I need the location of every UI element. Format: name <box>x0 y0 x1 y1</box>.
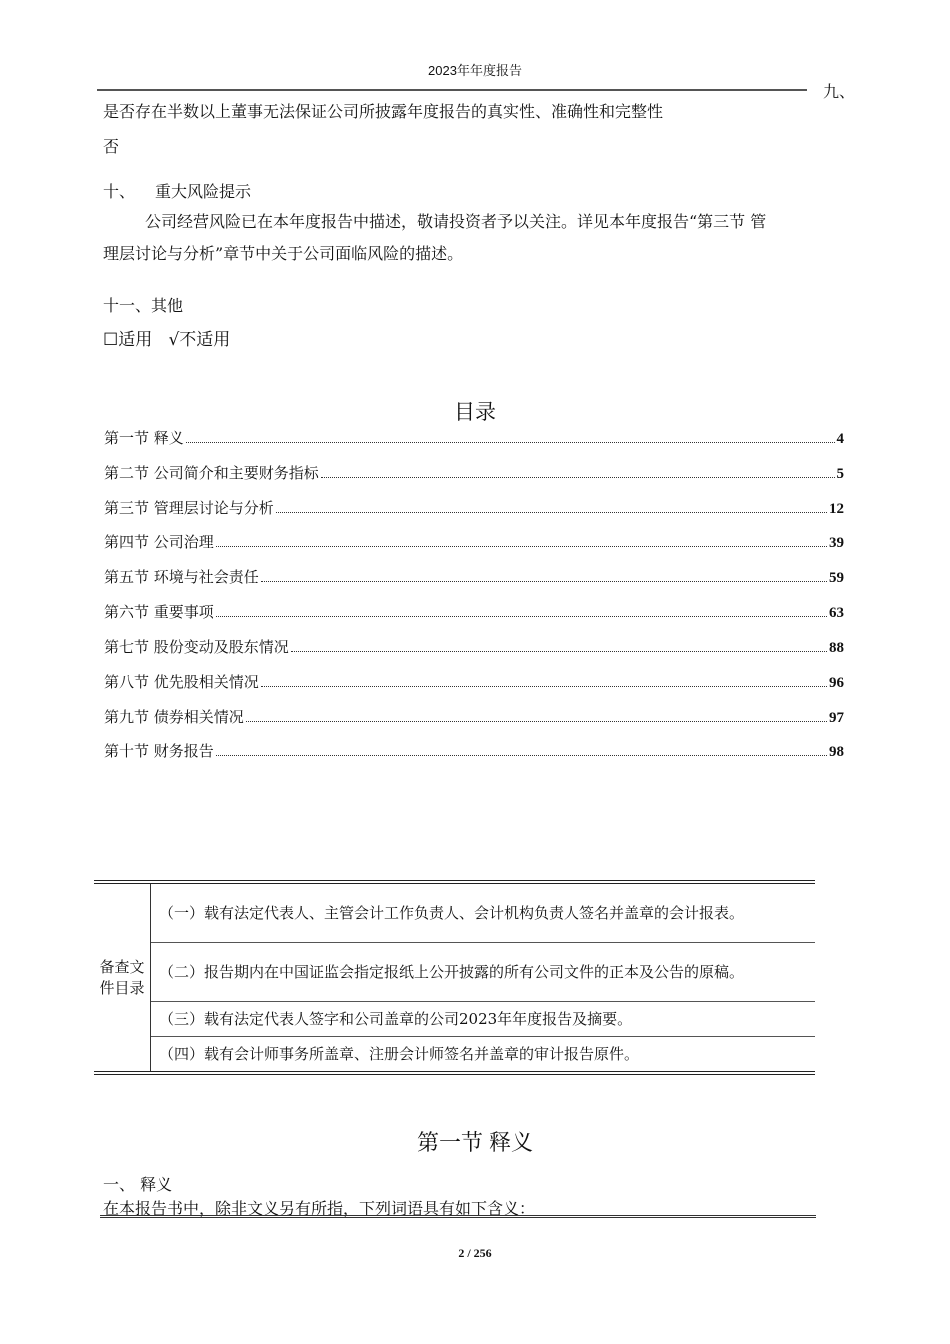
section-rule <box>100 1215 816 1218</box>
option-not-applicable: √不适用 <box>168 330 231 350</box>
toc-leader <box>261 686 827 687</box>
toc-item[interactable] <box>104 462 844 483</box>
toc-title: 目录 <box>454 401 496 424</box>
section-11-title: 十一、其他 <box>103 296 184 315</box>
toc-page: 98 <box>829 744 844 760</box>
toc-item[interactable] <box>104 706 844 727</box>
toc-label: 第五节 环境与社会责任 <box>104 568 259 586</box>
toc-item[interactable] <box>104 427 844 448</box>
toc-leader <box>246 721 827 722</box>
toc-page: 96 <box>829 675 844 691</box>
toc-label: 第一节 释义 <box>104 429 184 447</box>
page-number: 2 / 256 <box>458 1246 492 1260</box>
toc-label: 第七节 股份变动及股东情况 <box>104 638 289 656</box>
section-11-options <box>103 325 230 350</box>
toc-leader <box>321 477 835 478</box>
toc-leader <box>261 581 827 582</box>
toc-label: 第九节 债券相关情况 <box>104 708 244 726</box>
section-9-answer: 否 <box>103 137 120 156</box>
toc-leader <box>216 755 827 756</box>
toc-label: 第三节 管理层讨论与分析 <box>104 499 274 517</box>
toc-leader <box>276 512 827 513</box>
toc-item[interactable] <box>104 566 844 587</box>
toc-label: 第八节 优先股相关情况 <box>104 673 259 691</box>
reference-file-item: （一）载有法定代表人、主管会计工作负责人、会计机构负责人签名并盖章的会计报表。 <box>159 903 745 922</box>
reference-file-item: （二）报告期内在中国证监会指定报纸上公开披露的所有公司文件的正本及公告的原稿。 <box>151 943 816 1002</box>
section-1-intro: 在本报告书中，除非文义另有所指，下列词语具有如下含义： <box>103 1199 536 1218</box>
reference-file-item: （三）载有法定代表人签字和公司盖章的公司2023年年度报告及摘要。 <box>151 1002 816 1037</box>
toc-label: 第四节 公司治理 <box>104 533 214 551</box>
toc-page: 97 <box>829 710 844 726</box>
toc-page: 39 <box>829 535 844 551</box>
toc-item[interactable] <box>104 601 844 622</box>
toc-label: 第六节 重要事项 <box>104 603 214 621</box>
reference-files-label: 备查文件目录 <box>94 882 151 1073</box>
reference-files-table <box>94 880 815 1075</box>
section-10-title: 重大风险提示 <box>155 182 252 201</box>
toc-page: 4 <box>836 431 844 447</box>
toc-page: 63 <box>829 605 844 621</box>
section-9-number: 九、 <box>823 82 856 101</box>
toc-label: 第二节 公司简介和主要财务指标 <box>104 464 319 482</box>
toc-item[interactable] <box>104 740 844 761</box>
header-rule <box>97 89 807 91</box>
option-applicable: ☐适用 <box>103 330 153 350</box>
running-header: 2023年年度报告 <box>428 63 522 78</box>
toc-item[interactable] <box>104 497 844 518</box>
toc-item[interactable] <box>104 671 844 692</box>
toc-item[interactable] <box>104 531 844 552</box>
toc-leader <box>216 546 827 547</box>
toc-leader <box>186 442 835 443</box>
toc-page: 5 <box>836 466 844 482</box>
section-9-question: 是否存在半数以上董事无法保证公司所披露年度报告的真实性、准确性和完整性 <box>103 102 664 121</box>
toc-item[interactable] <box>104 636 844 657</box>
reference-file-item: （四）载有会计师事务所盖章、注册会计师签名并盖章的审计报告原件。 <box>151 1037 816 1074</box>
toc-leader <box>216 616 827 617</box>
section-10-number: 十、 <box>103 182 136 201</box>
section-1-title: 第一节 释义 <box>416 1130 534 1155</box>
toc-label: 第十节 财务报告 <box>104 742 214 760</box>
toc-page: 12 <box>829 501 844 517</box>
toc-page: 59 <box>829 570 844 586</box>
toc-page: 88 <box>829 640 844 656</box>
section-10-paragraph-line1: 公司经营风险已在本年度报告中描述，敬请投资者予以关注。详见本年度报告“第三节 管 <box>145 212 767 231</box>
section-1-subheading: 一、 释义 <box>103 1175 173 1194</box>
section-10-paragraph-line2: 理层讨论与分析”章节中关于公司面临风险的描述。 <box>103 244 464 263</box>
toc-leader <box>291 651 827 652</box>
